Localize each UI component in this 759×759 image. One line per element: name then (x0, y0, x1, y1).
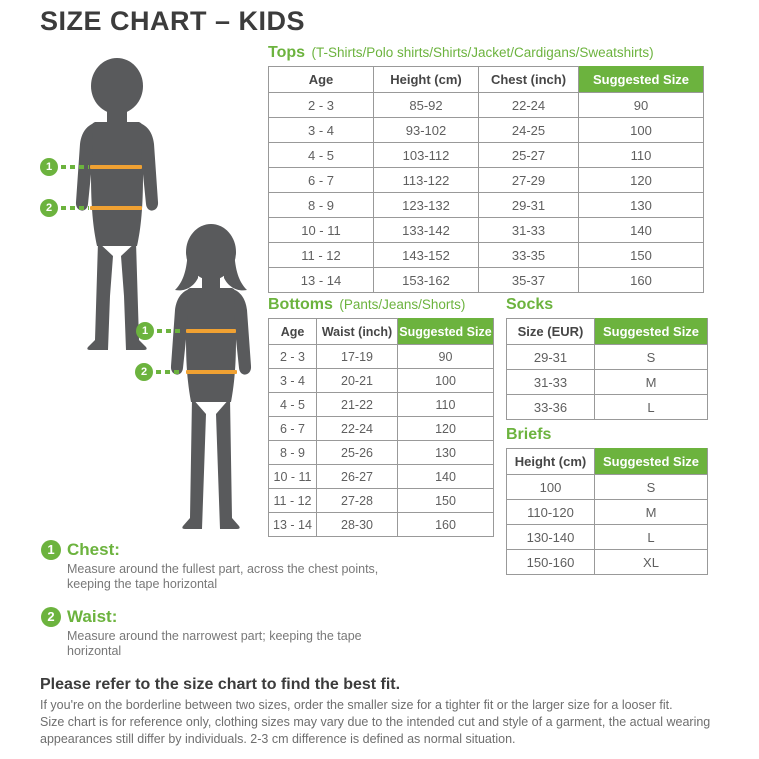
chest-marker-badge-boy: 1 (40, 158, 58, 176)
cell: M (595, 370, 708, 395)
chest-leader-line-boy (61, 165, 89, 169)
cell: 31-33 (507, 370, 595, 395)
tops-size-table (268, 66, 704, 293)
cell: 150-160 (507, 550, 595, 575)
cell: 27-28 (317, 489, 398, 513)
cell: 150 (579, 243, 704, 268)
cell: S (595, 345, 708, 370)
table-row (269, 118, 704, 143)
table-row (269, 218, 704, 243)
cell: 22-24 (479, 93, 579, 118)
cell: 143-152 (374, 243, 479, 268)
chest-marker-badge-girl: 1 (136, 322, 154, 340)
cell: 6 - 7 (269, 417, 317, 441)
table-row (507, 395, 708, 420)
cell: 90 (398, 345, 494, 369)
cell: 93-102 (374, 118, 479, 143)
cell: 21-22 (317, 393, 398, 417)
bottoms-heading-subtitle: (Pants/Jeans/Shorts) (339, 297, 466, 312)
chest-measure-line-girl (186, 329, 236, 333)
cell: 130-140 (507, 525, 595, 550)
tops-heading-title: Tops (268, 44, 306, 61)
page-title: SIZE CHART – KIDS (40, 6, 306, 36)
cell: 2 - 3 (269, 93, 374, 118)
socks-heading-title: Socks (506, 296, 554, 313)
waist-marker-badge-girl: 2 (135, 363, 153, 381)
cell: 29-31 (507, 345, 595, 370)
cell: 17-19 (317, 345, 398, 369)
table-row (507, 550, 708, 575)
socks-size-table (506, 318, 708, 420)
cell: 29-31 (479, 193, 579, 218)
table-row (269, 268, 704, 293)
briefs-heading-title: Briefs (506, 426, 552, 443)
cell: 90 (579, 93, 704, 118)
waist-measure-line-girl (186, 370, 237, 374)
cell: 10 - 11 (269, 218, 374, 243)
table-row (269, 243, 704, 268)
waist-measure-line-boy (90, 206, 142, 210)
cell: 3 - 4 (269, 369, 317, 393)
header-row (507, 449, 708, 475)
cell: 130 (398, 441, 494, 465)
column-header: Age (269, 319, 317, 345)
header-row (507, 319, 708, 345)
cell: 110 (579, 143, 704, 168)
bottoms-size-table (268, 318, 494, 537)
socks-heading (506, 296, 553, 314)
cell: 13 - 14 (269, 268, 374, 293)
waist-note-badge: 2 (41, 607, 61, 627)
cell: 33-35 (479, 243, 579, 268)
cell: 120 (579, 168, 704, 193)
cell: 3 - 4 (269, 118, 374, 143)
table-row (269, 193, 704, 218)
cell: M (595, 500, 708, 525)
cell: 150 (398, 489, 494, 513)
cell: 33-36 (507, 395, 595, 420)
table-row (269, 441, 494, 465)
table-row (269, 513, 494, 537)
cell: 25-27 (479, 143, 579, 168)
cell: 140 (579, 218, 704, 243)
header-row (269, 319, 494, 345)
table-row (507, 525, 708, 550)
bottoms-heading (268, 296, 465, 314)
table-row (269, 143, 704, 168)
cell: 160 (579, 268, 704, 293)
table-row (269, 168, 704, 193)
cell: 11 - 12 (269, 489, 317, 513)
column-header: Suggested Size (595, 449, 708, 475)
cell: 4 - 5 (269, 393, 317, 417)
chest-note-label: Chest: (67, 540, 120, 559)
cell: 8 - 9 (269, 441, 317, 465)
cell: 103-112 (374, 143, 479, 168)
column-header: Age (269, 67, 374, 93)
column-header: Chest (inch) (479, 67, 579, 93)
table-row (507, 345, 708, 370)
cell: 27-29 (479, 168, 579, 193)
header-row (269, 67, 704, 93)
girl-silhouette (150, 222, 265, 537)
cell: 110 (398, 393, 494, 417)
cell: 28-30 (317, 513, 398, 537)
column-header: Waist (inch) (317, 319, 398, 345)
table-row (507, 475, 708, 500)
cell: 4 - 5 (269, 143, 374, 168)
cell: 10 - 11 (269, 465, 317, 489)
footer-line-2: Size chart is for reference only, clothing sizes may vary due to the intended cut and style of a garment, the actual wearing appearances still differ by individuals. 2-3 cm difference is defined as normal situation. (40, 715, 711, 746)
cell: 26-27 (317, 465, 398, 489)
cell: 130 (579, 193, 704, 218)
waist-note-label: Waist: (67, 607, 118, 626)
cell: L (595, 395, 708, 420)
briefs-size-table (506, 448, 708, 575)
bottoms-heading-title: Bottoms (268, 296, 333, 313)
column-header: Height (cm) (507, 449, 595, 475)
waist-leader-line-boy (61, 206, 89, 210)
cell: 120 (398, 417, 494, 441)
table-row (269, 417, 494, 441)
cell: 153-162 (374, 268, 479, 293)
table-row (507, 500, 708, 525)
column-header: Suggested Size (595, 319, 708, 345)
column-header: Suggested Size (579, 67, 704, 93)
footer-title: Please refer to the size chart to find the best fit. (40, 676, 401, 693)
cell: 13 - 14 (269, 513, 317, 537)
cell: 31-33 (479, 218, 579, 243)
chest-leader-line-girl (157, 329, 184, 333)
cell: 113-122 (374, 168, 479, 193)
cell: 100 (507, 475, 595, 500)
cell: 20-21 (317, 369, 398, 393)
table-row (269, 465, 494, 489)
chest-note-text: Measure around the fullest part, across the chest points, keeping the tape horizontal (67, 562, 379, 591)
table-row (269, 345, 494, 369)
waist-note-text: Measure around the narrowest part; keeping the tape horizontal (67, 629, 362, 658)
cell: 123-132 (374, 193, 479, 218)
cell: 100 (579, 118, 704, 143)
chest-note-badge: 1 (41, 540, 61, 560)
cell: 85-92 (374, 93, 479, 118)
briefs-heading (506, 426, 551, 444)
table-row (269, 93, 704, 118)
cell: 2 - 3 (269, 345, 317, 369)
waist-leader-line-girl (156, 370, 183, 374)
column-header: Height (cm) (374, 67, 479, 93)
cell: 22-24 (317, 417, 398, 441)
cell: 6 - 7 (269, 168, 374, 193)
cell: L (595, 525, 708, 550)
chest-measure-line-boy (90, 165, 142, 169)
footer-line-1: If you're on the borderline between two sizes, order the smaller size for a tighter fit or the larger size for a looser fit. (40, 698, 673, 712)
cell: S (595, 475, 708, 500)
tops-heading-subtitle: (T-Shirts/Polo shirts/Shirts/Jacket/Cardigans/Sweatshirts) (311, 45, 654, 60)
cell: XL (595, 550, 708, 575)
cell: 25-26 (317, 441, 398, 465)
cell: 24-25 (479, 118, 579, 143)
cell: 140 (398, 465, 494, 489)
waist-marker-badge-boy: 2 (40, 199, 58, 217)
cell: 160 (398, 513, 494, 537)
table-row (269, 393, 494, 417)
table-row (507, 370, 708, 395)
cell: 110-120 (507, 500, 595, 525)
cell: 100 (398, 369, 494, 393)
cell: 133-142 (374, 218, 479, 243)
cell: 35-37 (479, 268, 579, 293)
table-row (269, 369, 494, 393)
tops-heading (268, 44, 654, 62)
column-header: Size (EUR) (507, 319, 595, 345)
table-row (269, 489, 494, 513)
cell: 11 - 12 (269, 243, 374, 268)
column-header: Suggested Size (398, 319, 494, 345)
cell: 8 - 9 (269, 193, 374, 218)
